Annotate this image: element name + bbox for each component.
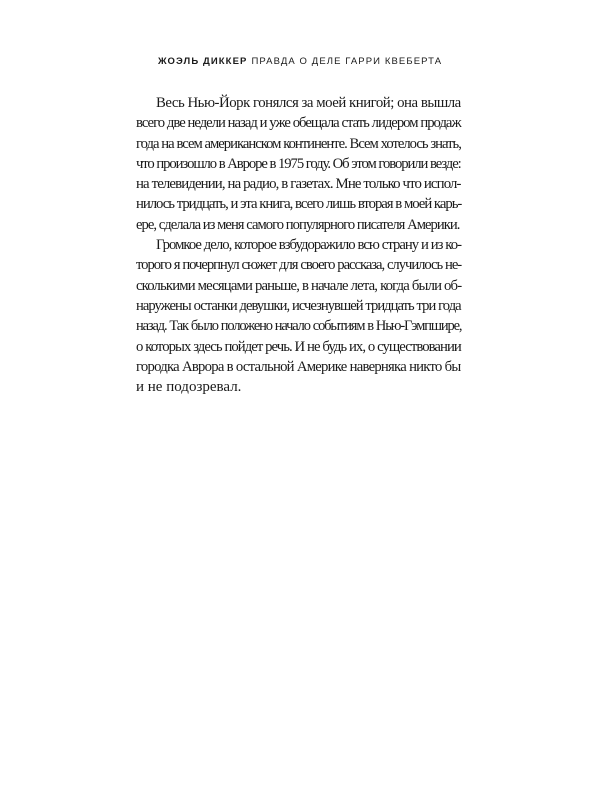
running-head-title: ПРАВДА О ДЕЛЕ ГАРРИ КВЕБЕРТА [251,56,443,67]
text-line: о которых здесь пойдет речь. И не будь их, о существовании [136,338,461,355]
text-line: городка Аврора в остальной Америке наверняка никто бы [136,358,461,375]
paragraph-1 [136,93,461,235]
text-line: и не подозревал. [136,379,242,396]
text-line: наружены останки девушки, исчезнувшей тридцать три года [136,297,461,314]
text-line: что произошло в Авроре в 1975 году. Об этом говорили везде: [136,155,461,172]
body-text [136,93,461,397]
text-line: ере, сделала из меня самого популярного писателя Америки. [136,216,460,233]
text-line: на телевидении, на радио, в газетах. Мне только что испол- [136,176,461,193]
text-line: нилось тридцать, и эта книга, всего лишь вторая в моей карь- [136,196,462,213]
text-line: всего две недели назад и уже обещала стать лидером продаж [136,115,461,132]
text-line: сколькими месяцами раньше, в начале лета, когда были об- [136,277,462,294]
text-line: года на всем американском континенте. Всем хотелось знать, [136,135,461,152]
running-head [158,56,442,67]
paragraph-2 [136,235,461,397]
text-line: торого я почерпнул сюжет для своего рассказа, случилось не- [136,257,462,274]
text-line: Весь Нью-Йорк гонялся за моей книгой; она вышла [156,95,461,111]
running-head-author: ЖОЭЛЬ ДИККЕР [158,56,248,67]
text-line: назад. Так было положено начало событиям в Нью-Гэмпшире, [136,318,462,335]
text-line: Громкое дело, которое взбудоражило всю страну и из ко- [156,237,462,254]
